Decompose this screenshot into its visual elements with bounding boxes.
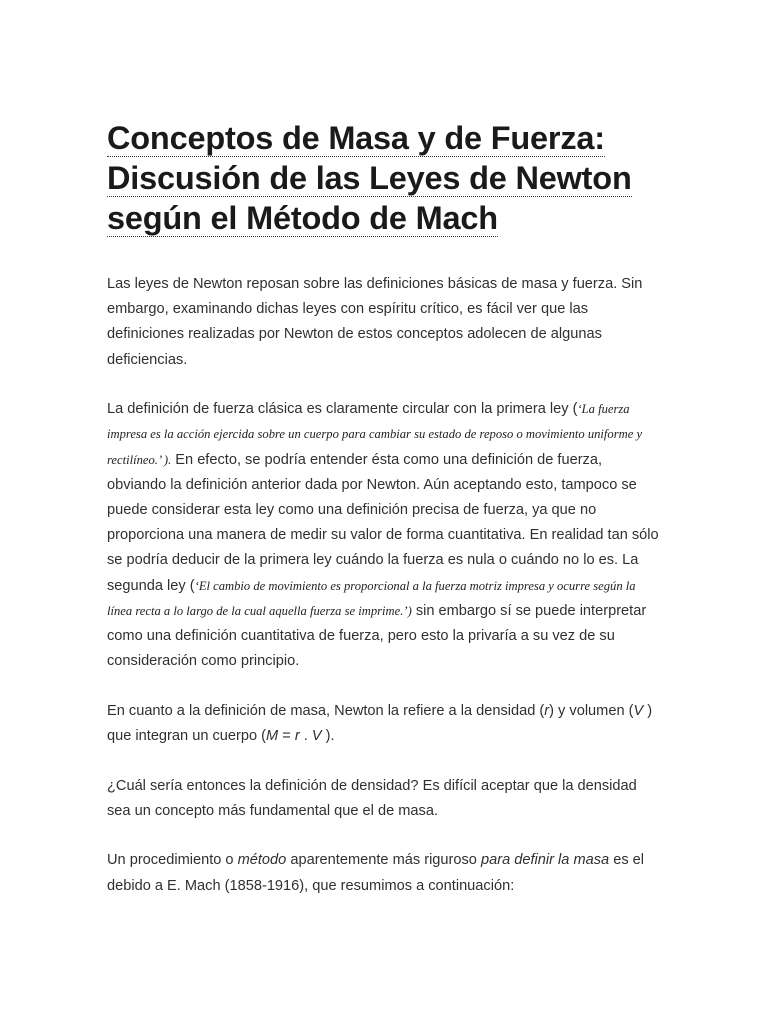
paragraph-text: ) que integran un cuerpo ( [107, 702, 653, 745]
emphasis-method: método [237, 852, 287, 869]
article-title [107, 118, 663, 238]
article-body [107, 272, 663, 899]
paragraph-text: sin embargo sí se puede interpretar como una definición cuantitativa de fuerza, pero esto la privaría a su vez de su consideración como principio. [107, 602, 647, 670]
symbol-volume: V [633, 702, 644, 719]
paragraph-text: . [299, 728, 312, 745]
paragraph-text: = [278, 728, 295, 745]
paragraph-mach-method [107, 848, 663, 898]
title-line: según el Método de Mach [107, 200, 498, 236]
symbol-density: r [544, 702, 550, 719]
article [107, 118, 663, 923]
paragraph-text: aparentemente más riguroso [286, 852, 481, 869]
paragraph-text: es el debido a E. Mach (1858-1916), que resumimos a continuación: [107, 852, 645, 894]
paragraph-text: En cuanto a la definición de masa, Newton la refiere a la densidad ( [107, 702, 545, 719]
quote-second-law: ‘El cambio de movimiento es proporcional a la fuerza motriz impresa y ocurre según la línea recta a lo largo de la cual aquella fuerza se imprime.’) [107, 578, 636, 618]
paragraph-force-definition [107, 397, 663, 674]
emphasis-define-mass: para definir la masa [480, 852, 610, 869]
symbol-mass: M [266, 728, 279, 745]
paragraph-text: ). [321, 728, 335, 745]
paragraph-mass-definition [107, 699, 663, 749]
quote-first-law: ‘La fuerza impresa es la acción ejercida sobre un cuerpo para cambiar su estado de reposo o movimiento uniforme y rectilíneo.’ ). [107, 402, 643, 467]
symbol-volume: V [311, 728, 322, 745]
title-line: Discusión de las Leyes de Newton [107, 160, 632, 196]
title-line: Conceptos de Masa y de Fuerza: [107, 120, 605, 156]
paragraph-text: La definición de fuerza clásica es claramente circular con la primera ley ( [107, 401, 578, 418]
paragraph-text: Un procedimiento o [107, 852, 238, 869]
paragraph-density-question: ¿Cuál sería entonces la definición de densidad? Es difícil aceptar que la densidad sea un concepto más fundamental que el de masa. [107, 777, 637, 819]
paragraph-intro: Las leyes de Newton reposan sobre las definiciones básicas de masa y fuerza. Sin embargo, examinando dichas leyes con espíritu crítico, es fácil ver que las definiciones realizadas por Newton de estos conceptos adolecen de algunas deficiencias. [107, 276, 643, 368]
symbol-density: r [294, 728, 300, 745]
paragraph-text: ) y volumen ( [549, 702, 634, 719]
paragraph-text: En efecto, se podría entender ésta como una definición de fuerza, obviando la definición anterior dada por Newton. Aún aceptando esto, tampoco se puede considerar esta ley como una definición precisa de fuerza, ya que no proporciona una manera de medir su valor de forma cuantitativa. En realidad tan sólo se podría deducir de la primera ley cuándo la fuerza es nula o cuándo no lo es. La segunda ley ( [107, 451, 659, 594]
